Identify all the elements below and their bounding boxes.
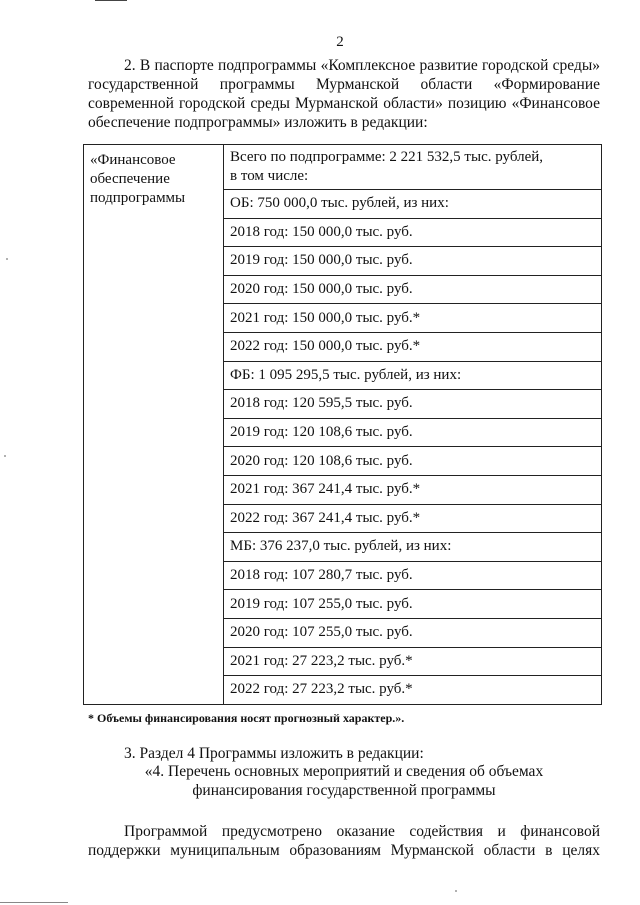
table-row: 2019 год: 107 255,0 тыс. руб. bbox=[224, 590, 602, 619]
table-row: 2018 год: 150 000,0 тыс. руб. bbox=[224, 218, 602, 247]
table-row: 2018 год: 107 280,7 тыс. руб. bbox=[224, 561, 602, 590]
paragraph-last bbox=[88, 822, 600, 860]
table-row: 2020 год: 120 108,6 тыс. руб. bbox=[224, 447, 602, 476]
table-row: 2020 год: 107 255,0 тыс. руб. bbox=[224, 618, 602, 647]
table-row: 2020 год: 150 000,0 тыс. руб. bbox=[224, 275, 602, 304]
page-number: 2 bbox=[336, 34, 344, 50]
scan-speck bbox=[6, 258, 8, 260]
table-row: 2019 год: 120 108,6 тыс. руб. bbox=[224, 418, 602, 447]
table-row: 2021 год: 367 241,4 тыс. руб.* bbox=[224, 475, 602, 504]
paragraph-2-line: 2. В паспорте подпрограммы «Комплексное развитие городской среды» bbox=[124, 57, 600, 74]
table-row: МБ: 376 237,0 тыс. рублей, из них: bbox=[224, 533, 602, 562]
table-row: 2022 год: 27 223,2 тыс. руб.* bbox=[224, 676, 602, 705]
footnote: * Объемы финансирования носят прогнозный характер.». bbox=[88, 711, 405, 725]
paragraph-2-line: обеспечение подпрограммы» изложить в редакции: bbox=[88, 114, 428, 131]
paragraph-3 bbox=[88, 744, 600, 763]
section-title-line: финансирования государственной программы bbox=[192, 782, 496, 799]
total-cell bbox=[224, 145, 602, 190]
bottom-rule bbox=[0, 902, 68, 903]
section-title-line: «4. Перечень основных мероприятий и сведения об объемах bbox=[144, 763, 544, 780]
paragraph-last-line: Программой предусмотрено оказание содействия и финансовой bbox=[124, 823, 600, 840]
paragraph-2-line: современной городской среды Мурманской области» позицию «Финансовое bbox=[88, 95, 600, 112]
scan-speck bbox=[455, 890, 457, 892]
financing-table bbox=[83, 144, 602, 705]
top-rule bbox=[95, 0, 127, 1]
position-line: «Финансовое bbox=[90, 152, 176, 168]
paragraph-last-line: поддержки муниципальным образованиям Мурманской области в целях bbox=[88, 842, 600, 859]
paragraph-2 bbox=[88, 56, 600, 132]
position-cell bbox=[84, 145, 224, 705]
scan-speck bbox=[4, 455, 6, 457]
paragraph-2-line: государственной программы Мурманской области «Формирование bbox=[88, 76, 600, 93]
table-row: 2022 год: 367 241,4 тыс. руб.* bbox=[224, 504, 602, 533]
table-row: 2018 год: 120 595,5 тыс. руб. bbox=[224, 390, 602, 419]
table-row: 2021 год: 150 000,0 тыс. руб.* bbox=[224, 304, 602, 333]
paragraph-3-line: 3. Раздел 4 Программы изложить в редакции: bbox=[124, 745, 424, 762]
table-row: ФБ: 1 095 295,5 тыс. рублей, из них: bbox=[224, 361, 602, 390]
position-line: подпрограммы bbox=[90, 190, 186, 206]
table-row: 2021 год: 27 223,2 тыс. руб.* bbox=[224, 647, 602, 676]
table-row: 2022 год: 150 000,0 тыс. руб.* bbox=[224, 332, 602, 361]
table-row: 2019 год: 150 000,0 тыс. руб. bbox=[224, 247, 602, 276]
table-row: ОБ: 750 000,0 тыс. рублей, из них: bbox=[224, 190, 602, 219]
total-line: Всего по подпрограмме: 2 221 532,5 тыс. рублей, bbox=[230, 149, 544, 165]
total-line: в том числе: bbox=[230, 168, 309, 184]
position-line: обеспечение bbox=[90, 171, 170, 187]
